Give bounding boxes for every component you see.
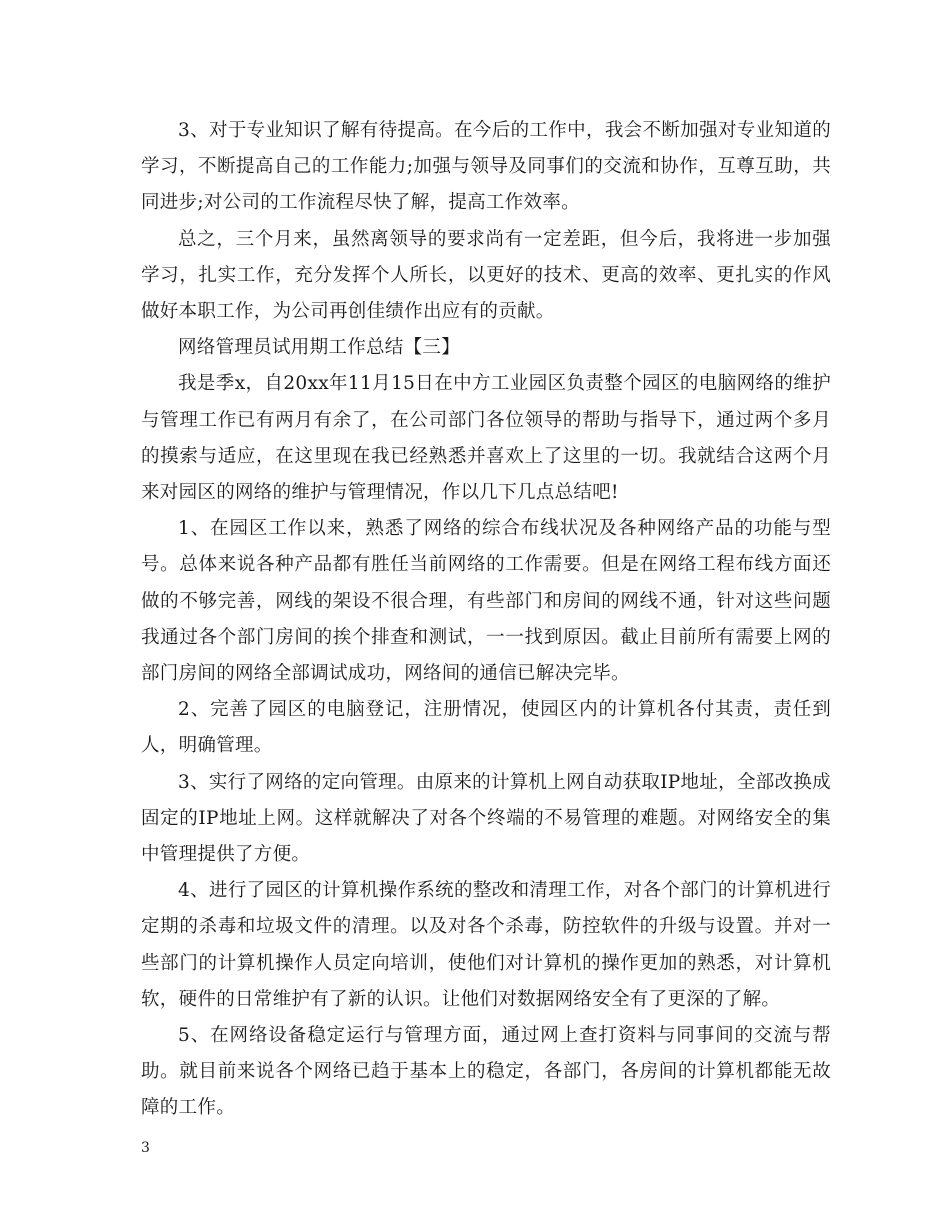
section-title: 网络管理员试用期工作总结【三】	[178, 337, 461, 359]
paragraph-professional-knowledge: 3、对于专业知识了解有待提高。在今后的工作中，我会不断加强对专业知道的学习，不断提高自己的工作能力;加强与领导及同事们的交流和协作，互尊互助，共同进步;对公司的工作流程尽快了解，提高工作效率。	[141, 120, 831, 214]
paragraph-item-3: 3、实行了网络的定向管理。由原来的计算机上网自动获取IP地址，全部改换成固定的IP地址上网。这样就解决了对各个终端的不易管理的难题。对网络安全的集中管理提供了方便。	[141, 771, 831, 866]
paragraph-item-2: 2、完善了园区的电脑登记，注册情况，使园区内的计算机各付其责，责任到人，明确管理。	[141, 699, 831, 757]
paragraph-introduction: 我是季x，自20xx年11月15日在中方工业园区负责整个园区的电脑网络的维护与管理工作已有两月有余了，在公司部门各位领导的帮助与指导下，通过两个多月的摸索与适应，在这里现在我已经熟悉并喜欢上了这里的一切。我就结合这两个月来对园区的网络的维护与管理情况，作以几下几点总结吧!	[141, 373, 831, 504]
paragraph-item-5: 5、在网络设备稳定运行与管理方面，通过网上查打资料与同事间的交流与帮助。就目前来说各个网络已趋于基本上的稳定，各部门，各房间的计算机都能无故障的工作。	[141, 1025, 831, 1119]
paragraph-summary-conclusion: 总之，三个月来，虽然离领导的要求尚有一定差距，但今后，我将进一步加强学习，扎实工作，充分发挥个人所长，以更好的技术、更高的效率、更扎实的作风做好本职工作，为公司再创佳绩作出应有的贡献。	[141, 228, 831, 323]
page-number: 3	[141, 1140, 150, 1156]
document-page	[141, 113, 831, 1127]
paragraph-item-4: 4、进行了园区的计算机操作系统的整改和清理工作，对各个部门的计算机进行定期的杀毒和垃圾文件的清理。以及对各个杀毒，防控软件的升级与设置。并对一些部门的计算机操作人员定向培训，使他们对计算机的操作更加的熟悉，对计算机软，硬件的日常维护有了新的认识。让他们对数据网络安全有了更深的了解。	[141, 880, 831, 1010]
paragraph-item-1: 1、在园区工作以来，熟悉了网络的综合布线状况及各种网络产品的功能与型号。总体来说各种产品都有胜任当前网络的工作需要。但是在网络工程布线方面还做的不够完善，网线的架设不很合理，有些部门和房间的网线不通，针对这些问题我通过各个部门房间的挨个排查和测试，一一找到原因。截止目前所有需要上网的部门房间的网络全部调试成功，网络间的通信已解决完毕。	[141, 518, 831, 685]
